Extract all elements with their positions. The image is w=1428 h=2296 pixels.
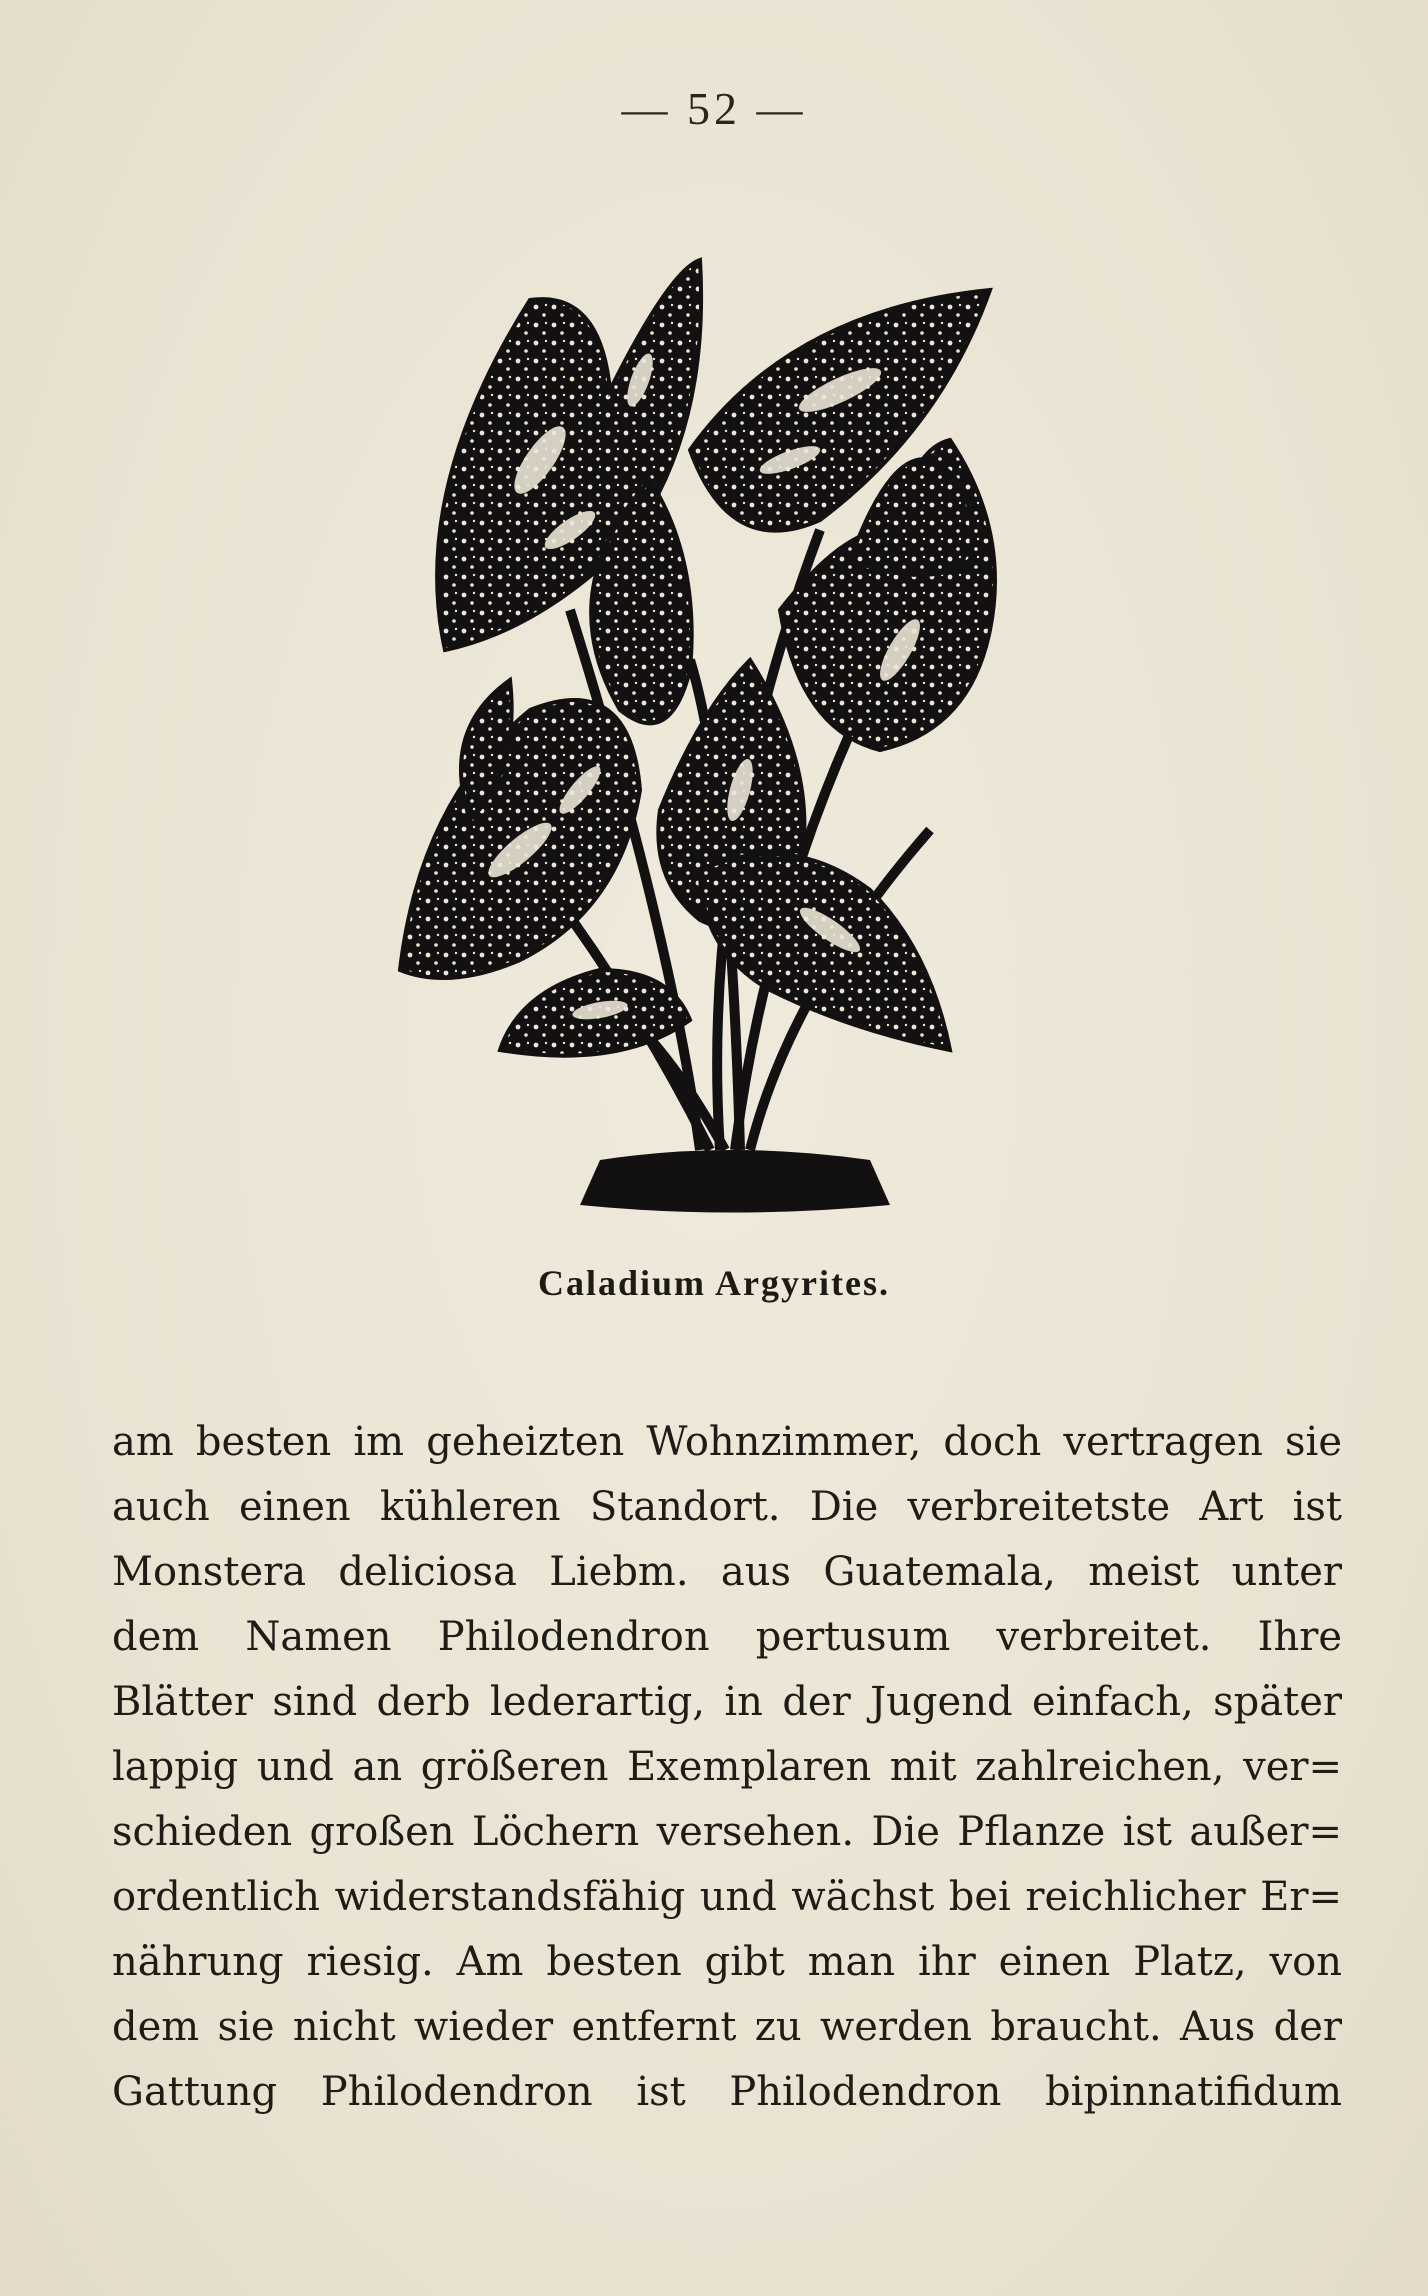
text-line: nährung riesig. Am besten gibt man ihr einen Platz, von: [112, 1939, 1342, 1985]
text-line: schieden großen Löchern versehen. Die Pflanze ist außer=: [112, 1809, 1342, 1855]
text-line: am besten im geheizten Wohnzimmer, doch vertragen sie: [112, 1419, 1342, 1465]
text-line: dem sie nicht wieder entfernt zu werden braucht. Aus der: [112, 2004, 1342, 2050]
text-line: ordentlich widerstandsfähig und wächst bei reichlicher Er=: [112, 1874, 1342, 1920]
caladium-plant-icon: [370, 230, 1090, 1220]
page-number: — 52 —: [621, 83, 807, 134]
figure-caption: Caladium Argyrites.: [538, 1263, 890, 1303]
text-line: auch einen kühleren Standort. Die verbreitetste Art ist: [112, 1484, 1342, 1530]
text-line: Gattung Philodendron ist Philodendron bipinnatifidum: [112, 2069, 1342, 2115]
text-line: dem Namen Philodendron pertusum verbreitet. Ihre: [112, 1614, 1342, 1660]
text-line: lappig und an größeren Exemplaren mit zahlreichen, ver=: [112, 1744, 1342, 1790]
body-text: [112, 1410, 1342, 2125]
caladium-illustration: [370, 230, 1090, 1220]
text-line: Monstera deliciosa Liebm. aus Guatemala, meist unter: [112, 1549, 1342, 1595]
text-line: Blätter sind derb lederartig, in der Jugend einfach, später: [112, 1679, 1342, 1725]
